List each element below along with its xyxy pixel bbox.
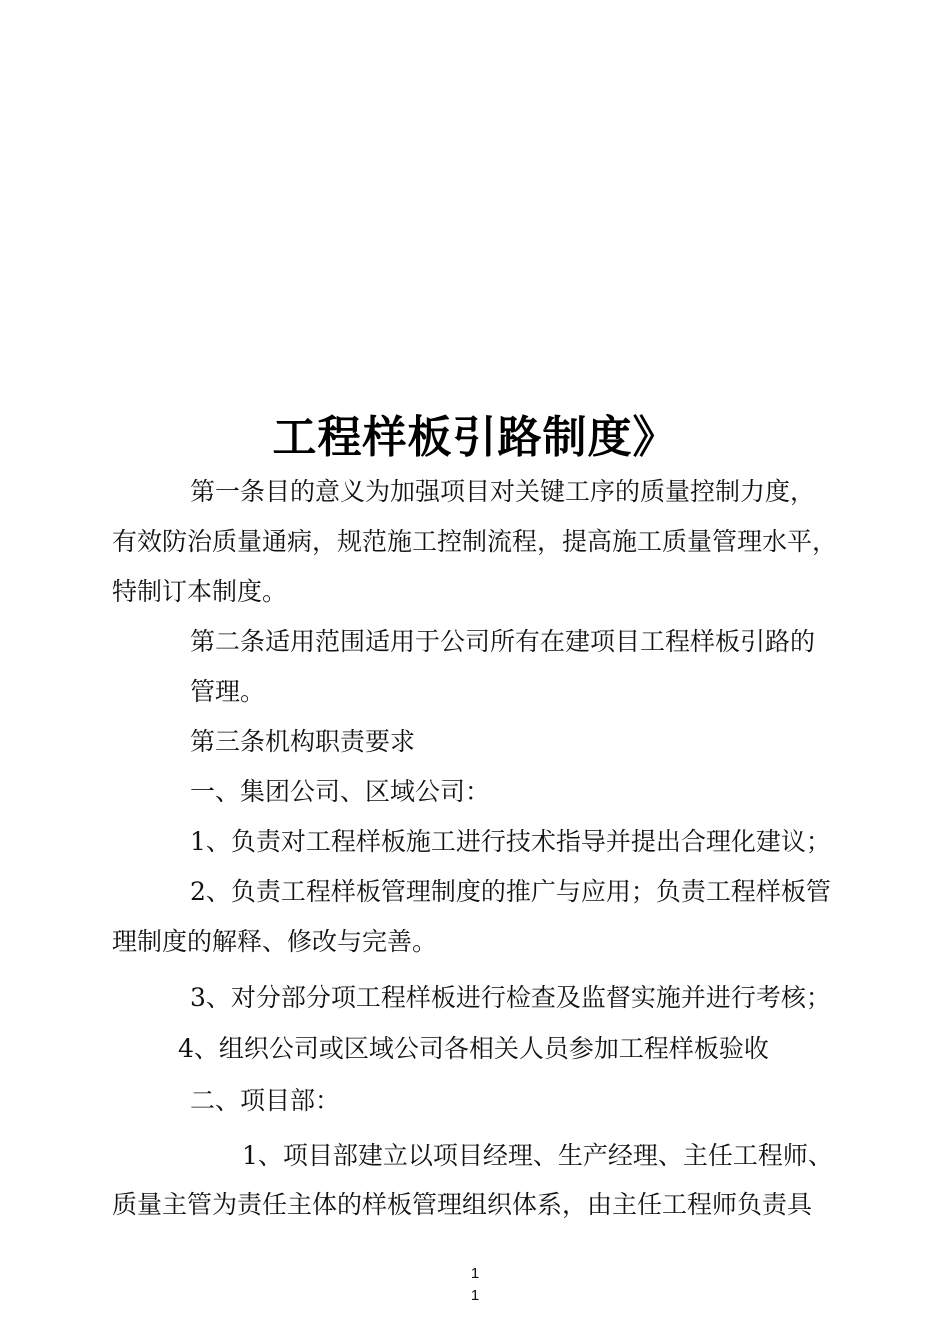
paragraph-line: 特制订本制度。 [112,577,288,606]
paragraph-line: 管理。 [190,677,266,706]
list-item: 3、对分部分项工程样板进行检查及监督实施并进行考核； [190,983,831,1012]
list-item: 4、组织公司或区域公司各相关人员参加工程样板验收 [178,1034,769,1063]
subsection-heading: 一、集团公司、区域公司： [190,777,491,806]
list-item: 1、项目部建立以项目经理、生产经理、主任工程师、 [242,1141,833,1170]
subsection-heading: 二、项目部： [190,1086,341,1115]
page-number: 1 [470,1287,480,1304]
page-number: 1 [470,1265,480,1282]
list-item-continuation: 质量主管为责任主体的样板管理组织体系，由主任工程师负责具 [112,1190,813,1219]
paragraph-line: 第一条目的意义为加强项目对关键工序的质量控制力度， [190,477,816,506]
document-title: 工程样板引路制度》 [272,412,678,463]
list-item: 2、负责工程样板管理制度的推广与应用；负责工程样板管 [190,877,831,906]
list-item-continuation: 理制度的解释、修改与完善。 [112,927,438,956]
list-item: 1、负责对工程样板施工进行技术指导并提出合理化建议； [190,827,831,856]
paragraph-line: 第二条适用范围适用于公司所有在建项目工程样板引路的 [190,627,816,656]
section-heading: 第三条机构职责要求 [190,727,416,756]
paragraph-line: 有效防治质量通病，规范施工控制流程，提高施工质量管理水平， [112,527,838,556]
